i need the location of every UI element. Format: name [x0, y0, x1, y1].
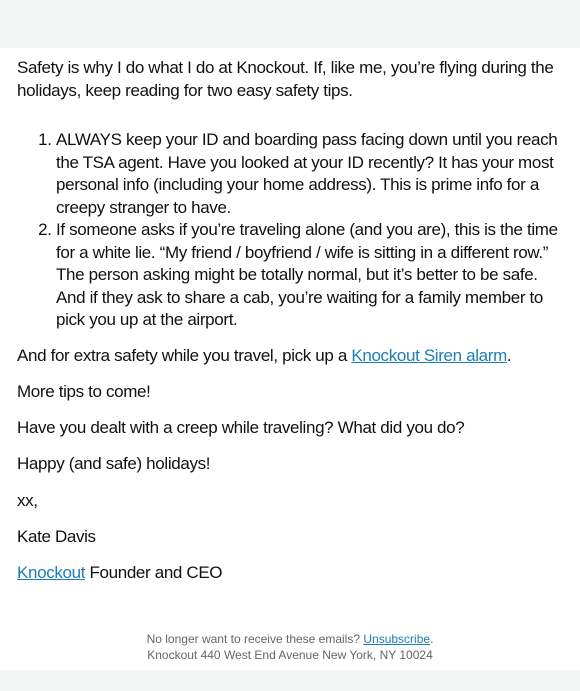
- holidays-text: Happy (and safe) holidays!: [17, 454, 211, 473]
- signoff-text: xx,: [17, 491, 38, 510]
- company-address: Knockout 440 West End Avenue New York, NY 10024: [147, 648, 433, 662]
- unsubscribe-line: [0, 631, 580, 647]
- email-body: [0, 48, 580, 670]
- email-bottom-margin: [0, 670, 580, 691]
- safety-tips-list: [0, 129, 562, 332]
- siren-alarm-link[interactable]: Knockout Siren alarm: [351, 346, 507, 365]
- knockout-link[interactable]: Knockout: [17, 563, 86, 582]
- signature-title-line: [17, 562, 567, 585]
- tip-item: 1. ALWAYS keep your ID and boarding pass facing down until you reach the TSA agent. Have you looked at your ID recently? It has your most personal info (including your home address). This is prime info for a creepy stranger to have.: [56, 129, 562, 219]
- tip-item: 2. If someone asks if you’re traveling alone (and you are), this is the time for a white lie. “My friend / boyfriend / wife is sitting in a different row.” The person asking might be totally normal, but it’s better to be safe. And if they ask to share a cab, you’re waiting for a family member to pick you up at the airport.: [56, 219, 562, 332]
- unsubscribe-prompt: No longer want to receive these emails?: [146, 632, 364, 646]
- extra-safety-period: .: [506, 346, 512, 365]
- intro-paragraph: Safety is why I do what I do at Knockout. If, like me, you’re flying during the holidays, keep reading for two easy safety tips.: [17, 58, 554, 100]
- email-footer: [0, 631, 580, 663]
- unsubscribe-link[interactable]: Unsubscribe: [363, 632, 431, 646]
- question-text: Have you dealt with a creep while traveling? What did you do?: [17, 418, 465, 437]
- signature-title: Founder and CEO: [85, 563, 223, 582]
- signature-name: Kate Davis: [17, 527, 96, 546]
- email-top-margin: [0, 0, 580, 48]
- more-tips-text: More tips to come!: [17, 382, 151, 401]
- unsubscribe-period: .: [430, 632, 434, 646]
- extra-safety-paragraph: [17, 345, 567, 368]
- extra-safety-text: And for extra safety while you travel, pick up a: [17, 346, 352, 365]
